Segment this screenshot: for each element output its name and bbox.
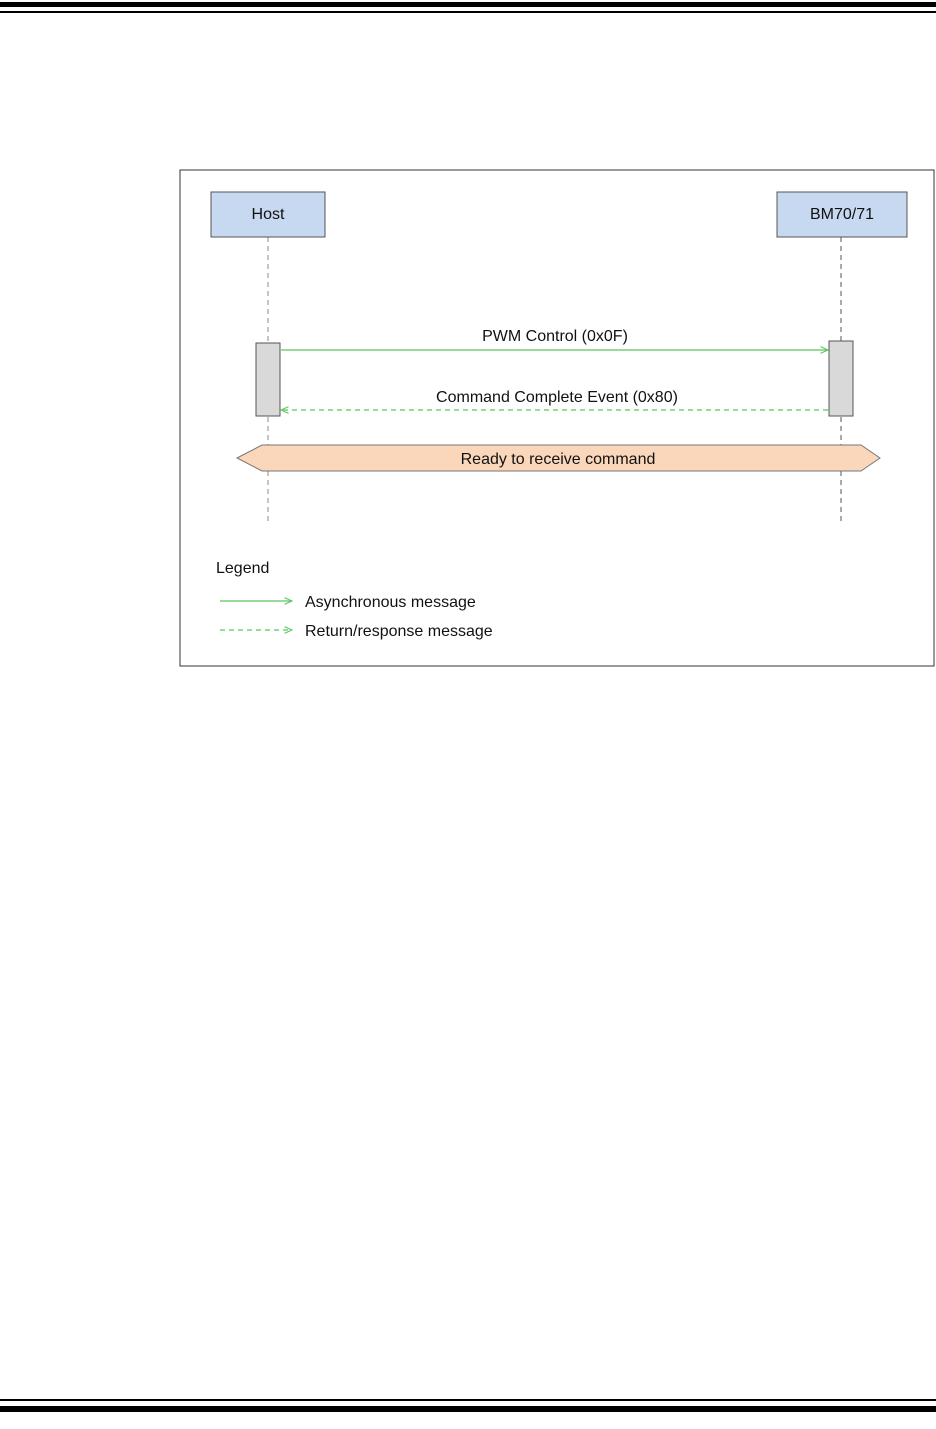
activation-host [256,343,280,416]
legend-title: Legend [216,560,270,577]
state-banner-label: Ready to receive command [460,451,656,468]
legend-return-label: Return/response message [305,623,493,640]
activation-bm [829,341,853,416]
message-label-command-complete: Command Complete Event (0x80) [436,389,678,406]
participant-host-label: Host [251,206,285,223]
diagram-frame [180,170,934,666]
legend-async-label: Asynchronous message [305,594,476,611]
participant-bm-label: BM70/71 [809,206,875,223]
message-label-pwm-control: PWM Control (0x0F) [482,328,628,345]
